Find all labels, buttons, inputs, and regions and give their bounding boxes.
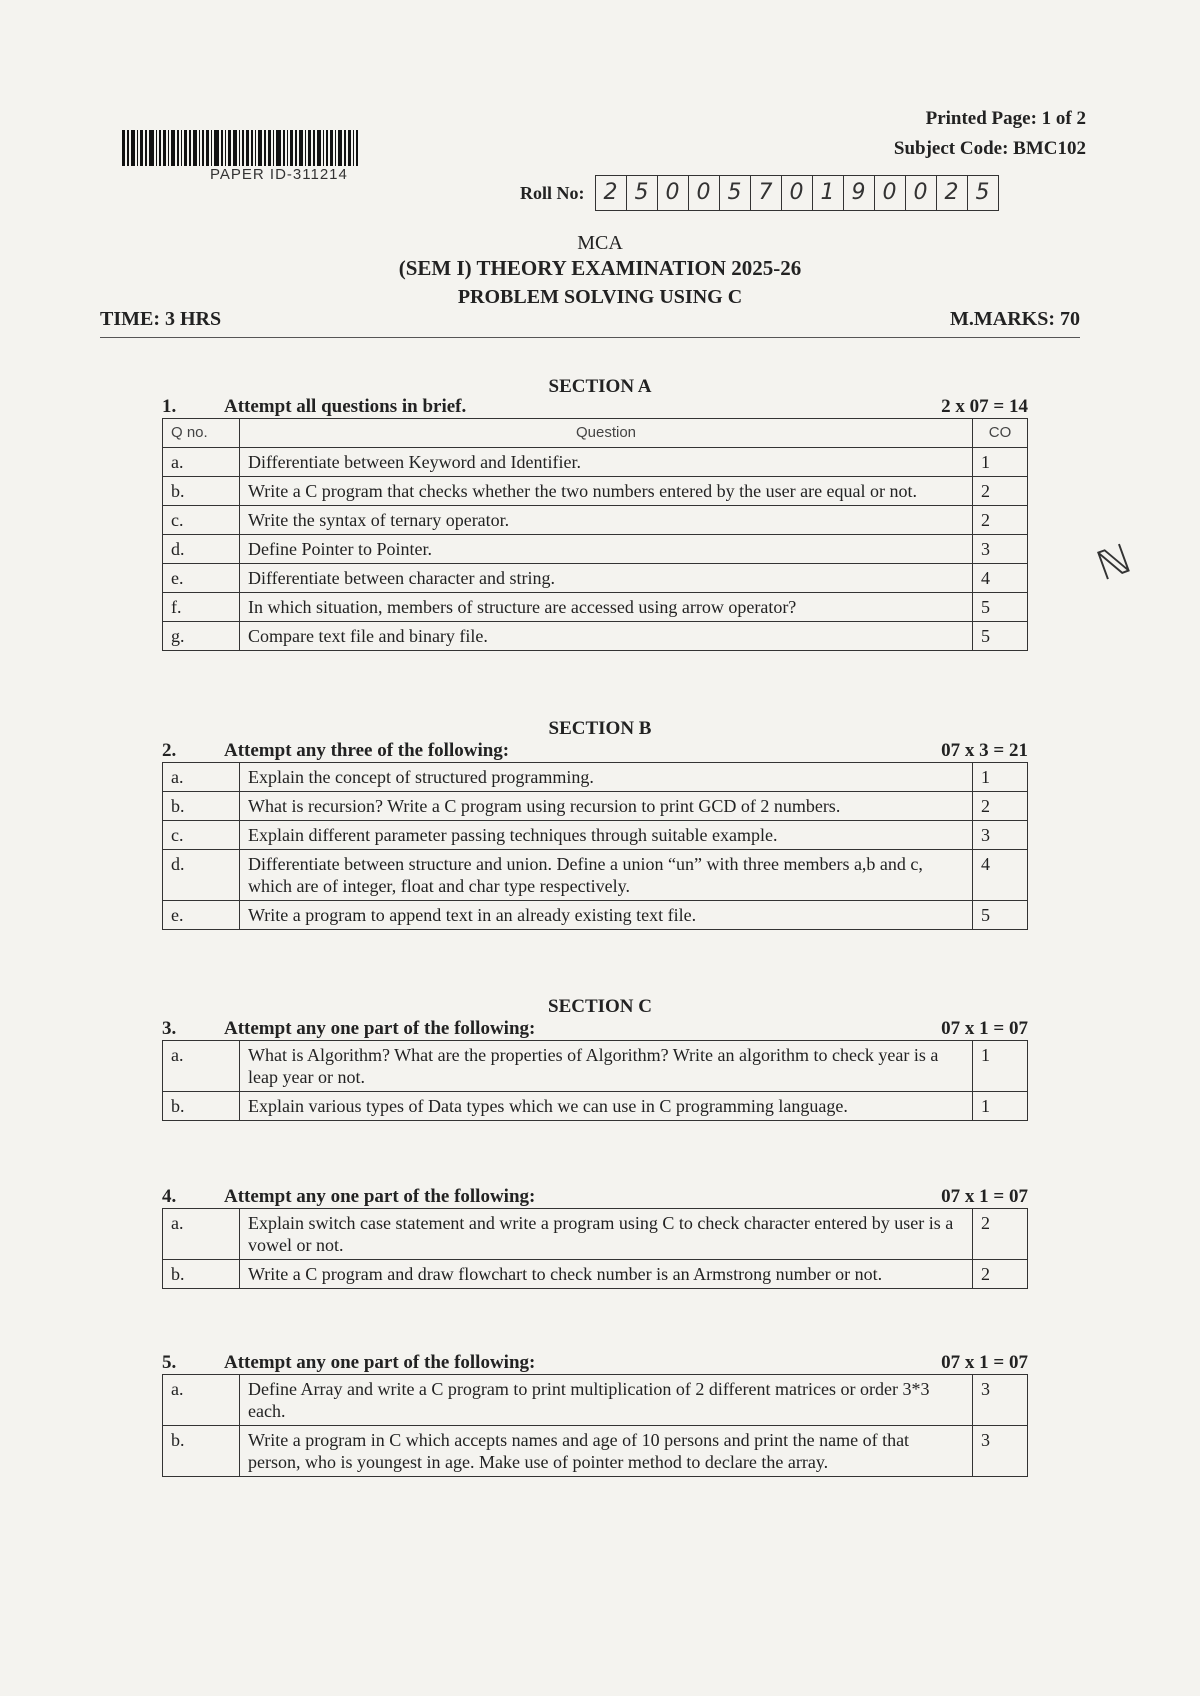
row-co: 3 — [973, 535, 1028, 564]
question-table — [162, 762, 1028, 930]
instruction: Attempt all questions in brief. — [224, 396, 467, 417]
row-number: a. — [163, 763, 240, 792]
row-number: a. — [163, 1209, 240, 1260]
section-a — [162, 396, 1028, 651]
table-row — [163, 593, 1028, 622]
question-header — [162, 396, 1028, 418]
subject-title: PROBLEM SOLVING USING C — [457, 286, 743, 308]
col-header-question: Question — [240, 419, 973, 448]
row-co: 1 — [973, 763, 1028, 792]
time-label: TIME: 3 HRS — [100, 308, 222, 330]
table-header-row — [163, 419, 1028, 448]
row-co: 5 — [973, 593, 1028, 622]
roll-digit: 1 — [813, 176, 844, 210]
row-question: Write a C program that checks whether the two numbers entered by the user are equal or not. — [240, 477, 973, 506]
row-question: Write the syntax of ternary operator. — [240, 506, 973, 535]
max-marks: M.MARKS: 70 — [950, 308, 1080, 330]
question-table — [162, 418, 1028, 651]
col-header-qno: Q no. — [163, 419, 240, 448]
roll-digit: 0 — [658, 176, 689, 210]
roll-digit: 2 — [596, 176, 627, 210]
row-co: 2 — [973, 792, 1028, 821]
row-number: c. — [163, 821, 240, 850]
row-question: Define Pointer to Pointer. — [240, 535, 973, 564]
table-row — [163, 792, 1028, 821]
question-header — [162, 1352, 1028, 1374]
page-info — [894, 104, 1086, 164]
row-co: 4 — [973, 564, 1028, 593]
roll-digit: 5 — [720, 176, 751, 210]
table-row — [163, 1092, 1028, 1121]
roll-digit: 5 — [627, 176, 658, 210]
subject-code: Subject Code: BMC102 — [893, 138, 1086, 159]
roll-label: Roll No: — [520, 182, 585, 203]
row-co: 1 — [973, 1092, 1028, 1121]
printed-page: Printed Page: 1 of 2 — [925, 108, 1086, 129]
roll-number — [520, 175, 999, 211]
table-row — [163, 448, 1028, 477]
row-co: 2 — [973, 1209, 1028, 1260]
question-table — [162, 1208, 1028, 1289]
row-question: Differentiate between structure and union. Define a union “un” with three members a,b and c, which are of integer, float and char type respectively. — [240, 850, 973, 901]
row-co: 5 — [973, 901, 1028, 930]
roll-digit: 2 — [937, 176, 968, 210]
row-number: g. — [163, 622, 240, 651]
table-row — [163, 901, 1028, 930]
table-row — [163, 564, 1028, 593]
row-number: b. — [163, 1426, 240, 1477]
marks-scheme: 07 x 1 = 07 — [941, 1018, 1028, 1039]
marks-scheme: 07 x 1 = 07 — [941, 1186, 1028, 1207]
roll-digit: 0 — [782, 176, 813, 210]
table-row — [163, 477, 1028, 506]
time-marks-row — [100, 308, 1080, 338]
table-row — [163, 1209, 1028, 1260]
table-row — [163, 535, 1028, 564]
instruction: Attempt any one part of the following: — [224, 1352, 536, 1373]
row-question: Write a C program and draw flowchart to check number is an Armstrong number or not. — [240, 1260, 973, 1289]
row-co: 1 — [973, 1041, 1028, 1092]
table-row — [163, 1041, 1028, 1092]
question-3 — [162, 1018, 1028, 1121]
section-b — [162, 740, 1028, 930]
question-4 — [162, 1186, 1028, 1289]
row-question: Explain different parameter passing techniques through suitable example. — [240, 821, 973, 850]
marks-scheme: 07 x 1 = 07 — [941, 1352, 1028, 1373]
row-co: 3 — [973, 821, 1028, 850]
row-co: 2 — [973, 1260, 1028, 1289]
question-number: 2. — [162, 740, 177, 761]
marks-scheme: 07 x 3 = 21 — [941, 740, 1028, 761]
question-number: 4. — [162, 1186, 177, 1207]
row-question: Differentiate between Keyword and Identifier. — [240, 448, 973, 477]
question-number: 3. — [162, 1018, 177, 1039]
question-header — [162, 1186, 1028, 1208]
col-header-co: CO — [973, 419, 1028, 448]
instruction: Attempt any one part of the following: — [224, 1186, 536, 1207]
table-row — [163, 763, 1028, 792]
table-row — [163, 622, 1028, 651]
row-question: In which situation, members of structure are accessed using arrow operator? — [240, 593, 973, 622]
row-question: What is Algorithm? What are the properties of Algorithm? Write an algorithm to check year is a leap year or not. — [240, 1041, 973, 1092]
question-table — [162, 1374, 1028, 1477]
row-number: f. — [163, 593, 240, 622]
question-header — [162, 740, 1028, 762]
row-co: 2 — [973, 506, 1028, 535]
table-row — [163, 1375, 1028, 1426]
row-question: Differentiate between character and string. — [240, 564, 973, 593]
exam-title: (SEM I) THEORY EXAMINATION 2025-26 — [398, 256, 802, 280]
roll-digit: 0 — [689, 176, 720, 210]
question-number: 5. — [162, 1352, 177, 1373]
row-number: d. — [163, 850, 240, 901]
row-number: e. — [163, 901, 240, 930]
roll-digit: 5 — [975, 180, 990, 205]
instruction: Attempt any three of the following: — [224, 740, 510, 761]
row-co: 4 — [973, 850, 1028, 901]
row-number: e. — [163, 564, 240, 593]
table-row — [163, 821, 1028, 850]
row-question: Write a program to append text in an already existing text file. — [240, 901, 973, 930]
table-row — [163, 506, 1028, 535]
program-title: MCA — [577, 232, 623, 254]
table-row — [163, 1426, 1028, 1477]
roll-boxes — [595, 175, 999, 211]
roll-digit: 9 — [844, 176, 875, 210]
row-question: Explain switch case statement and write a program using C to check character entered by user is a vowel or not. — [240, 1209, 973, 1260]
row-co: 3 — [973, 1426, 1028, 1477]
question-5 — [162, 1352, 1028, 1477]
row-number: c. — [163, 506, 240, 535]
row-co: 5 — [973, 622, 1028, 651]
section-c-title: SECTION C — [548, 996, 652, 1017]
row-number: b. — [163, 1092, 240, 1121]
instruction: Attempt any one part of the following: — [224, 1018, 536, 1039]
row-question: Compare text file and binary file. — [240, 622, 973, 651]
roll-digit: 0 — [906, 176, 937, 210]
row-co: 2 — [973, 477, 1028, 506]
barcode — [122, 130, 462, 166]
row-number: a. — [163, 1375, 240, 1426]
paper-id: PAPER ID-311214 — [210, 166, 348, 183]
table-row — [163, 1260, 1028, 1289]
section-a-title: SECTION A — [548, 376, 652, 397]
row-co: 1 — [973, 448, 1028, 477]
section-b-title: SECTION B — [548, 718, 652, 739]
signature-mark: ℕ — [1091, 535, 1137, 591]
row-question: What is recursion? Write a C program using recursion to print GCD of 2 numbers. — [240, 792, 973, 821]
row-number: a. — [163, 1041, 240, 1092]
row-question: Define Array and write a C program to print multiplication of 2 different matrices or order 3*3 each. — [240, 1375, 973, 1426]
row-co: 3 — [973, 1375, 1028, 1426]
question-header — [162, 1018, 1028, 1040]
row-question: Write a program in C which accepts names and age of 10 persons and print the name of that person, who is youngest in age. Make use of pointer method to declare the array. — [240, 1426, 973, 1477]
question-number: 1. — [162, 396, 177, 417]
row-number: b. — [163, 477, 240, 506]
row-question: Explain various types of Data types which we can use in C programming language. — [240, 1092, 973, 1121]
roll-digit: 0 — [875, 176, 906, 210]
row-number: a. — [163, 448, 240, 477]
row-question: Explain the concept of structured programming. — [240, 763, 973, 792]
row-number: d. — [163, 535, 240, 564]
table-row — [163, 850, 1028, 901]
marks-scheme: 2 x 07 = 14 — [941, 396, 1028, 417]
row-number: b. — [163, 1260, 240, 1289]
row-number: b. — [163, 792, 240, 821]
question-table — [162, 1040, 1028, 1121]
roll-digit: 7 — [751, 176, 782, 210]
